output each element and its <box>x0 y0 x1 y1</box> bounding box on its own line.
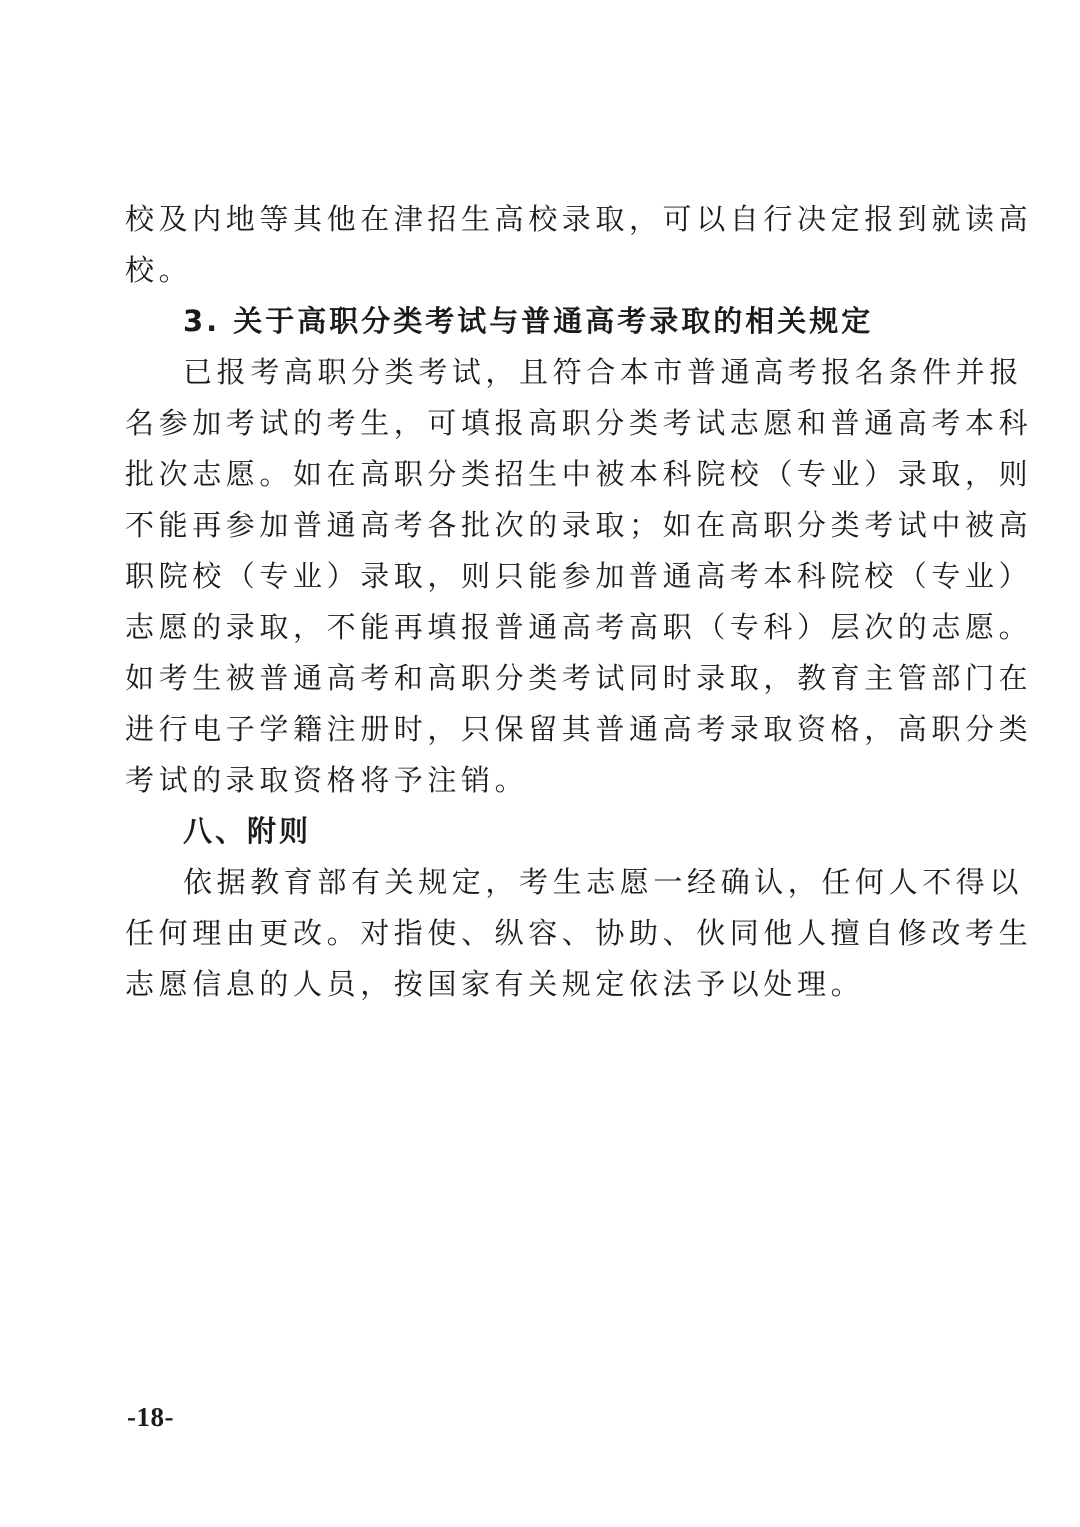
continuation-line-1: 校及内地等其他在津招生高校录取，可以自行决定报到就读高 <box>125 202 1033 236</box>
section-3-line-6: 志愿的录取，不能再填报普通高考高职（专科）层次的志愿。 <box>125 610 1033 644</box>
document-body <box>125 194 1033 1010</box>
chapter-8-line-3: 志愿信息的人员，按国家有关规定依法予以处理。 <box>125 967 865 1001</box>
chapter-8-line-2: 任何理由更改。对指使、纵容、协助、伙同他人擅自修改考生 <box>125 916 1033 950</box>
section-3-line-2: 名参加考试的考生，可填报高职分类考试志愿和普通高考本科 <box>125 406 1033 440</box>
page-number: -18- <box>127 1402 174 1432</box>
section-3-heading: 3. 关于高职分类考试与普通高考录取的相关规定 <box>183 304 874 338</box>
section-3-line-9: 考试的录取资格将予注销。 <box>125 763 529 797</box>
section-3-line-3: 批次志愿。如在高职分类招生中被本科院校（专业）录取，则 <box>125 457 1033 491</box>
section-3-line-1: 已报考高职分类考试，且符合本市普通高考报名条件并报 <box>183 355 1024 389</box>
section-3-line-4: 不能再参加普通高考各批次的录取；如在高职分类考试中被高 <box>125 508 1033 542</box>
section-3-line-5: 职院校（专业）录取，则只能参加普通高考本科院校（专业） <box>125 559 1033 593</box>
chapter-8-line-1: 依据教育部有关规定，考生志愿一经确认，任何人不得以 <box>183 865 1024 899</box>
section-3-line-7: 如考生被普通高考和高职分类考试同时录取，教育主管部门在 <box>125 661 1033 695</box>
section-3-line-8: 进行电子学籍注册时，只保留其普通高考录取资格，高职分类 <box>125 712 1033 746</box>
chapter-8-heading: 八、附则 <box>183 814 312 848</box>
continuation-line-2: 校。 <box>125 253 193 287</box>
